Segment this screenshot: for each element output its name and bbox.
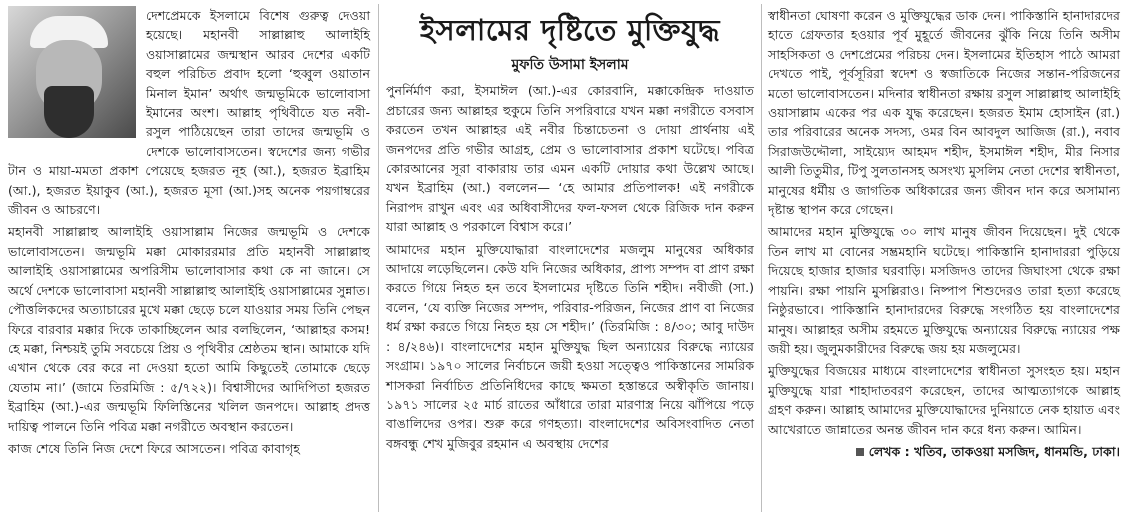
headline: ইসলামের দৃষ্টিতে মুক্তিযুদ্ধ: [419, 13, 721, 47]
article-column-1: [8, 6, 370, 461]
author-note: [768, 442, 1120, 461]
article-column-3: [768, 6, 1120, 461]
author-note-text: লেখক : খতিব, তাকওয়া মসজিদ, ধানমন্ডি, ঢাকা।: [868, 443, 1120, 459]
author-photo: [8, 6, 136, 138]
paragraph: স্বাধীনতা ঘোষণা করেন ও মুক্তিযুদ্ধের ডাক দেন। পাকিস্তানি হানাদারদের হাতে গ্রেফতার হওয়ার পূর্ব মুহূর্তে জীবনের ঝুঁকি নিয়ে তিনি অসীম সাহসিকতা ও দেশপ্রেমের পরিচয় দেন। ইসলামের ইতিহাস পাঠে আমরা দেখতে পাই, পূর্বসূরিরা স্বদেশ ও স্বজাতিকে নিজের সন্তান-পরিজনের মতো ভালোবাসতেন। মদিনার স্বাধীনতা রক্ষায় রসুল সাল্লাল্লাহু আলাইহি ওয়াসাল্লাম একের পর এক যুদ্ধ করেছেন। হজরত ইমাম হোসাইন (রা.) তার পরিবারের অনেক সদস্য, ওমর বিন আবদুল আজিজ (রা.), নবাব সিরাজউদ্দৌলা, সাইয়্যেদ আহমদ শহীদ, ইসমাঈল শহীদ, মীর নিসার আলী তিতুমীর, টিপু সুলতানসহ অসংখ্য মুসলিম নেতা দেশের স্বাধীনতা, মানুষের ধর্মীয় ও জাগতিক অধিকারের জন্য জীবন দান করে অসামান্য দৃষ্টান্ত স্থাপন করে গেছেন।: [768, 8, 1120, 218]
column-divider: [378, 4, 379, 512]
author-beard: [44, 86, 94, 138]
column-divider: [761, 4, 762, 512]
paragraph: আমাদের মহান মুক্তিযুদ্ধে ৩০ লাখ মানুষ জীবন দিয়েছেন। দুই থেকে তিন লাখ মা বোনের সম্ভ্রমহানি ঘটেছে। পাকিস্তানি হানাদাররা পুড়িয়ে দিয়েছে হাজার হাজার ঘরবাড়ি। মসজিদও তাদের জিঘাংসা থেকে রক্ষা পায়নি। রক্ষা পায়নি মুসল্লিরাও। নিষ্পাপ শিশুদেরও তারা হত্যা করেছে নিষ্ঠুরভাবে। পাকিস্তানি হানাদারদের বিরুদ্ধে সংগঠিত হয় বাংলাদেশের মানুষ। আল্লাহর অসীম রহমতে মুক্তিযুদ্ধে অন্যায়ের বিরুদ্ধে ন্যায়ের পক্ষ জয়ী হয়। জুলুমকারীদের বিরুদ্ধে জয় হয় মজলুমের।: [768, 224, 1120, 356]
article-column-2: [386, 6, 754, 456]
byline: মুফতি উসামা ইসলাম: [511, 57, 629, 73]
paragraph: মহানবী সাল্লাল্লাহু আলাইহি ওয়াসাল্লাম নিজের জন্মভূমি ও দেশকে ভালোবাসতেন। জন্মভূমি মক্কা মোকাররমার প্রতি মহানবী সাল্লাল্লাহু আলাইহি ওয়াসাল্লামের অপরিসীম ভালোবাসার কথা কে না জানে। সে অর্থে দেশকে ভালোবাসা মহানবী সাল্লাল্লাহু আলাইহি ওয়াসাল্লামের সুন্নাত। পৌত্তলিকদের অত্যাচারের মুখে মক্কা ছেড়ে চলে যাওয়ার সময় তিনি পেছন ফিরে বারবার মক্কার দিকে তাকাচ্ছিলেন আর বলছিলেন, ‘আল্লাহর কসম! হে মক্কা, নিশ্চয়ই তুমি সবচেয়ে প্রিয় ও পৃথিবীর শ্রেষ্ঠতম স্থান। আমাকে যদি এখান থেকে বের করে না দেওয়া হতো আমি কিছুতেই তোমাকে ছেড়ে যেতাম না।’ (জামে তিরমিজি : ৫/৭২২)। বিশ্বাসীদের আদিপিতা হজরত ইব্রাহিম (আ.)-এর জন্মভূমি ফিলিস্তিনের খলিল জনপদে। আল্লাহ প্রদত্ত দায়িত্ব পালনে তিনি পবিত্র মক্কা নগরীতে অবস্থান করতেন।: [8, 224, 370, 434]
paragraph: মুক্তিযুদ্ধের বিজয়ের মাধ্যমে বাংলাদেশের স্বাধীনতা সুসংহত হয়। মহান মুক্তিযুদ্ধে যারা শাহাদাতবরণ করেছেন, তাদের আত্মত্যাগকে আল্লাহ গ্রহণ করুন। আল্লাহ আমাদের মুক্তিযোদ্ধাদের দুনিয়াতে নেক হায়াত এবং আখেরাতে জান্নাতের অনন্ত জীবন দান করে ধন্য করুন। আমিন।: [768, 363, 1120, 437]
paragraph: দেশপ্রেমকে ইসলামে বিশেষ গুরুত্ব দেওয়া হয়েছে। মহানবী সাল্লাল্লাহু আলাইহি ওয়াসাল্লামের জন্মস্থান আরব দেশের একটি বহুল পরিচিত প্রবাদ হলো ‘হুব্বুল ওয়াতান মিনাল ইমান’ অর্থাৎ জন্মভূমিকে ভালোবাসা ইমানের অংশ। আল্লাহ পৃথিবীতে যত নবী-রসুল পাঠিয়েছেন তারা তাদের জন্মভূমি ও দেশকে ভালোবাসতেন। স্বদেশের জন্য গভীর টান ও মায়া-মমতা প্রকাশ পেয়েছে হজরত নূহ (আ.), হজরত ইব্রাহিম (আ.), হজরত ইয়াকুব (আ.), হজরত মূসা (আ.)সহ অনেক পয়গাম্বরের জীবন ও আচরণে।: [8, 8, 370, 218]
paragraph: কাজ শেষে তিনি নিজ দেশে ফিরে আসতেন। পবিত্র কাবাগৃহ: [8, 440, 300, 456]
square-bullet-icon: [856, 448, 864, 456]
paragraph: পুনর্নির্মাণ করা, ইসমাঈল (আ.)-এর কোরবানি, মক্কাকেন্দ্রিক দাওয়াত প্রচারের জন্য আল্লাহর হুকুমে তিনি সপরিবারে যখন মক্কা নগরীতে বসবাস করতেন তখন আল্লাহর এই নবীর চিন্তাচেতনা ও দোয়া প্রার্থনায় এই জনপদের প্রতি গভীর আগ্রহ, প্রেম ও ভালোবাসার প্রকাশ ঘটেছে। পবিত্র কোরআনের সূরা বাকারায় তার এমন একটি দোয়ার কথা উল্লেখ আছে। যখন ইব্রাহিম (আ.) বললেন— ‘হে আমার প্রতিপালক! এই নগরীকে নিরাপদ রাখুন এবং এর অধিবাসীদের ফল-ফসল থেকে রিজিক দান করুন যারা আল্লাহ ও পরকালে বিশ্বাস করে।’: [386, 83, 754, 235]
paragraph: আমাদের মহান মুক্তিযোদ্ধারা বাংলাদেশের মজলুম মানুষের অধিকার আদায়ে লড়েছিলেন। কেউ যদি নিজের অধিকার, প্রাপ্য সম্পদ বা প্রাণ রক্ষা করতে গিয়ে নিহত হন তবে ইসলামের দৃষ্টিতে তিনি শহীদ। নবীজী (সা.) বলেন, ‘যে ব্যক্তি নিজের সম্পদ, পরিবার-পরিজন, নিজের প্রাণ বা নিজের ধর্ম রক্ষা করতে গিয়ে নিহত হয় সে শহীদ।’ (তিরমিজি : ৪/৩০; আবু দাউদ : ৪/২৪৬)। বাংলাদেশের মহান মুক্তিযুদ্ধ ছিল অন্যায়ের বিরুদ্ধে ন্যায়ের সংগ্রাম। ১৯৭০ সালের নির্বাচনে জয়ী হওয়া সত্ত্বেও পাকিস্তানের সামরিক শাসকরা নির্বাচিত প্রতিনিধিদের কাছে ক্ষমতা হস্তান্তরে অস্বীকৃতি জানায়। ১৯৭১ সালের ২৫ মার্চ রাতের আঁধারে তারা মারণাস্ত্র নিয়ে ঝাঁপিয়ে পড়ে বাঙালিদের ওপর। শুরু করে গণহত্যা। বাংলাদেশের অবিসংবাদিত নেতা বঙ্গবন্ধু শেখ মুজিবুর রহমান এ অবস্থায় দেশের: [386, 241, 754, 451]
